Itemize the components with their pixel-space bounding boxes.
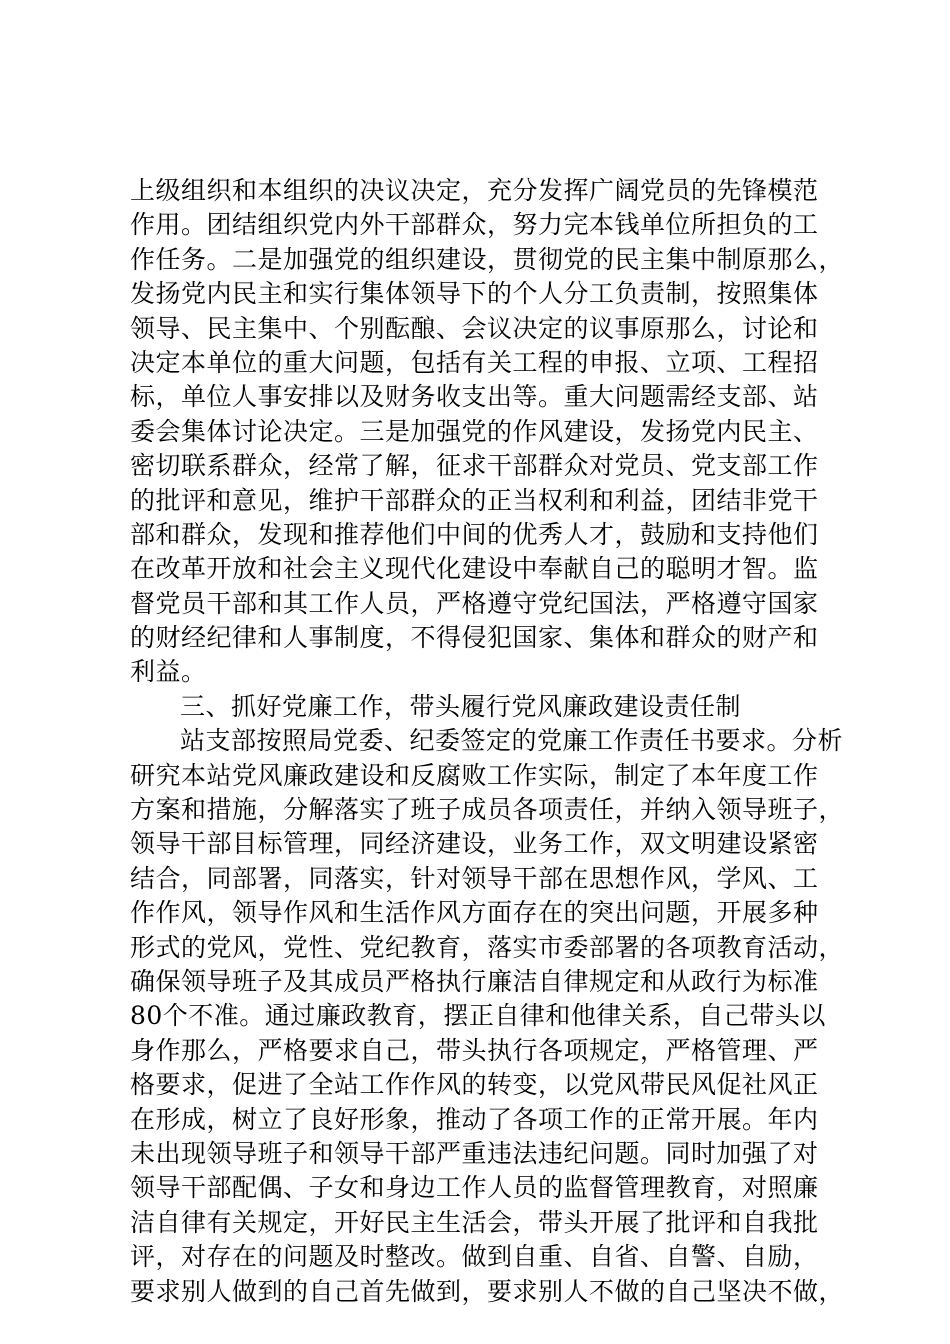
text-line: 确保领导班子及其成员严格执行廉洁自律规定和从政行为标准	[130, 966, 819, 996]
text-line: 在形成，树立了良好形象，推动了各项工作的正常开展。年内	[130, 1104, 819, 1134]
text-line: 利益。	[130, 657, 207, 687]
text-line: 督党员干部和其工作人员，严格遵守党纪国法，严格遵守国家	[130, 588, 819, 618]
text-line: 作任务。二是加强党的组织建设，贯彻党的民主集中制原那么，	[130, 244, 845, 274]
text-line: 格要求，促进了全站工作作风的转变，以党风带民风促社风正	[130, 1070, 819, 1100]
text-line: 方案和措施，分解落实了班子成员各项责任，并纳入领导班子，	[130, 795, 845, 825]
text-line: 领导、民主集中、个别酝酿、会议决定的议事原那么，讨论和	[130, 313, 819, 343]
text-line: 作用。团结组织党内外干部群众，努力完本钱单位所担负的工	[130, 210, 819, 240]
text-line: 领导干部目标管理，同经济建设，业务工作，双文明建设紧密	[130, 829, 819, 859]
text-line: 发扬党内民主和实行集体领导下的个人分工负责制，按照集体	[130, 279, 819, 309]
text-line: 洁自律有关规定，开好民主生活会，带头开展了批评和自我批	[130, 1207, 819, 1237]
text-line: 的财经纪律和人事制度，不得侵犯国家、集体和群众的财产和	[130, 623, 819, 653]
text-line: 决定本单位的重大问题，包括有关工程的申报、立项、工程招	[130, 347, 819, 377]
text-line: 80个不准。通过廉政教育，摆正自律和他律关系，自己带头以	[130, 1001, 826, 1031]
text-line: 密切联系群众，经常了解，征求干部群众对党员、党支部工作	[130, 451, 819, 481]
text-line: 上级组织和本组织的决议决定，充分发挥广阔党员的先锋模范	[130, 176, 819, 205]
document-page	[130, 174, 845, 1309]
text-line: 作作风，领导作风和生活作风方面存在的突出问题，开展多种	[130, 898, 819, 928]
text-line: 身作那么，严格要求自己，带头执行各项规定，严格管理、严	[130, 1035, 819, 1065]
text-line: 领导干部配偶、子女和身边工作人员的监督管理教育，对照廉	[130, 1173, 819, 1203]
text-line: 在改革开放和社会主义现代化建设中奉献自己的聪明才智。监	[130, 554, 819, 584]
text-line: 评，对存在的问题及时整改。做到自重、自省、自警、自励，	[130, 1242, 819, 1272]
paragraph-first-line: 站支部按照局党委、纪委签定的党廉工作责任书要求。分析	[180, 726, 844, 756]
text-line: 的批评和意见，维护干部群众的正当权利和利益，团结非党干	[130, 485, 819, 515]
text-line: 形式的党风，党性、党纪教育，落实市委部署的各项教育活动，	[130, 932, 845, 962]
text-line: 标，单位人事安排以及财务收支出等。重大问题需经支部、站	[130, 382, 819, 412]
text-line: 部和群众，发现和推荐他们中间的优秀人才，鼓励和支持他们	[130, 519, 819, 549]
text-line: 研究本站党风廉政建设和反腐败工作实际，制定了本年度工作	[130, 760, 819, 790]
text-line: 未出现领导班子和领导干部严重违法违纪问题。同时加强了对	[130, 1138, 819, 1168]
text-line: 要求别人做到的自己首先做到，要求别人不做的自己坚决不做，	[130, 1276, 845, 1306]
text-line: 委会集体讨论决定。三是加强党的作风建设，发扬党内民主、	[130, 416, 819, 446]
section-heading: 三、抓好党廉工作，带头履行党风廉政建设责任制	[180, 691, 742, 721]
text-line: 结合，同部署，同落实，针对领导干部在思想作风，学风、工	[130, 863, 819, 893]
